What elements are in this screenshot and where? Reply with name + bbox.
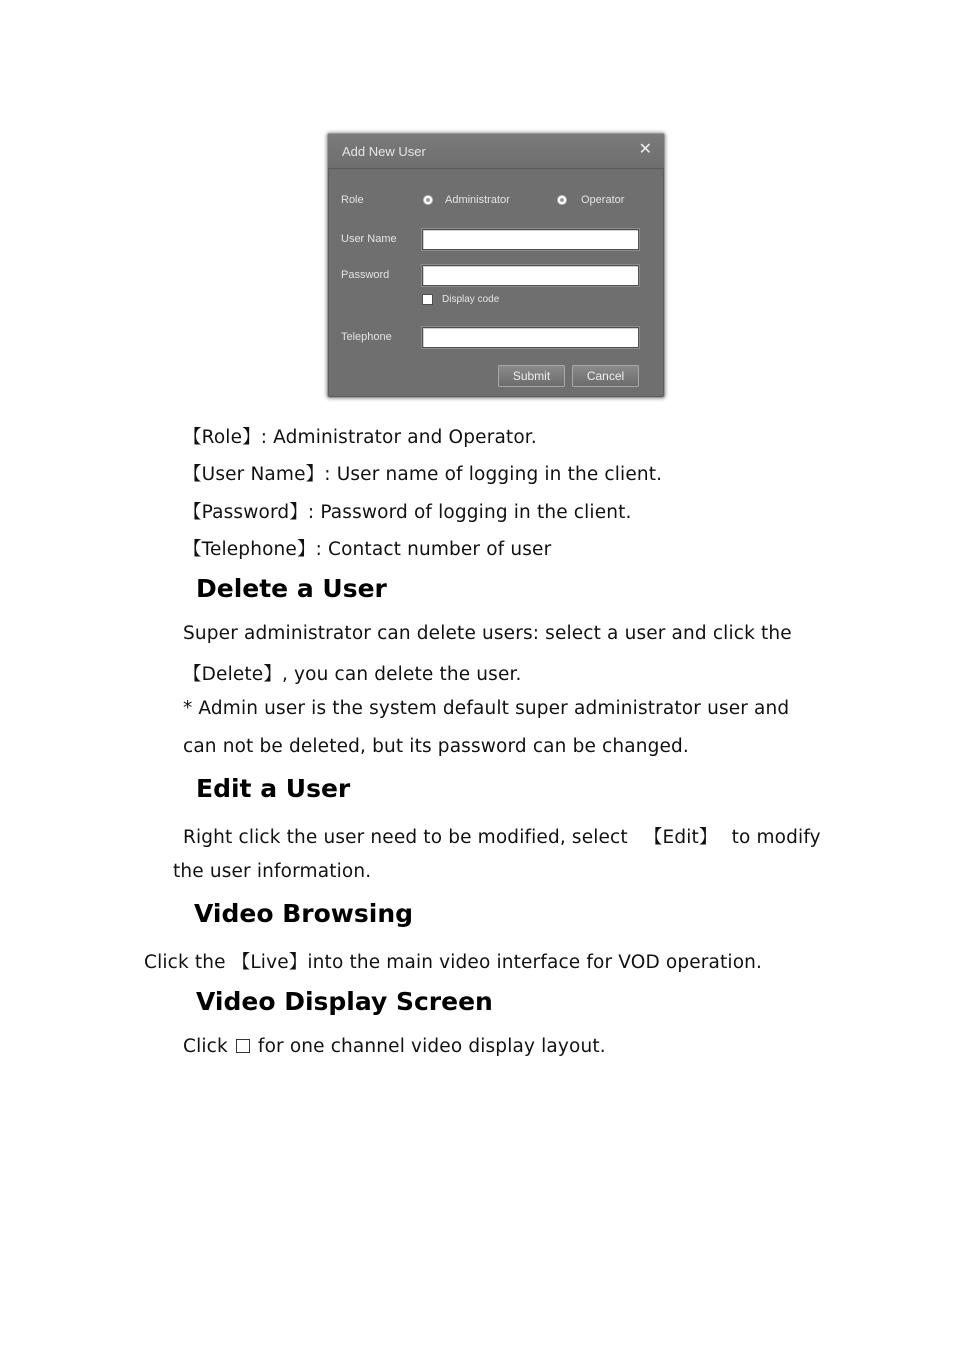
delete-paragraph-line-3: * Admin user is the system default super administrator user and [183, 698, 790, 719]
submit-button[interactable]: Submit [498, 365, 565, 387]
username-input[interactable] [422, 229, 639, 250]
display-code-label: Display code [442, 294, 500, 305]
dialog-title: Add New User [342, 144, 426, 159]
password-input[interactable] [422, 265, 639, 286]
telephone-description: 【Telephone】: Contact number of user [183, 539, 552, 560]
username-description: 【User Name】: User name of logging in the client. [183, 464, 663, 485]
password-description: 【Password】: Password of logging in the client. [183, 502, 632, 523]
role-operator-radio[interactable] [557, 195, 567, 205]
telephone-input[interactable] [422, 327, 639, 348]
telephone-label: Telephone [341, 331, 392, 343]
cancel-button[interactable]: Cancel [572, 365, 639, 387]
delete-paragraph-line-1: Super administrator can delete users: select a user and click the [183, 623, 792, 644]
edit-paragraph-line-2: the user information. [173, 861, 372, 882]
video-display-heading: Video Display Screen [196, 987, 493, 1016]
delete-paragraph-line-4: can not be deleted, but its password can be changed. [183, 736, 689, 757]
single-screen-layout-icon [236, 1039, 250, 1053]
display-code-checkbox[interactable] [422, 294, 433, 305]
edit-menu-reference: 【Edit】 [643, 827, 718, 848]
delete-paragraph-line-2: 【Delete】, you can delete the user. [183, 664, 522, 685]
video-browsing-heading: Video Browsing [194, 899, 414, 928]
edit-user-heading: Edit a User [196, 774, 351, 803]
display-text-part-1: Click [183, 1036, 228, 1057]
edit-text-part-1: Right click the user need to be modified, select [183, 827, 628, 848]
video-browsing-paragraph: Click the 【Live】into the main video interface for VOD operation. [144, 952, 763, 973]
username-label: User Name [341, 233, 397, 245]
dialog-header [328, 134, 664, 169]
role-administrator-label: Administrator [445, 194, 510, 206]
add-new-user-dialog [327, 133, 665, 398]
password-label: Password [341, 269, 390, 281]
role-description: 【Role】: Administrator and Operator. [183, 427, 537, 448]
edit-text-part-2: to modify [731, 827, 821, 848]
video-display-paragraph [183, 1036, 606, 1057]
role-operator-label: Operator [581, 194, 625, 206]
role-label: Role [341, 194, 364, 206]
display-text-part-2: for one channel video display layout. [257, 1036, 606, 1057]
role-administrator-radio[interactable] [423, 195, 433, 205]
close-icon[interactable]: ✕ [638, 141, 652, 158]
edit-paragraph-line-1 [183, 823, 821, 849]
delete-user-heading: Delete a User [196, 574, 387, 603]
